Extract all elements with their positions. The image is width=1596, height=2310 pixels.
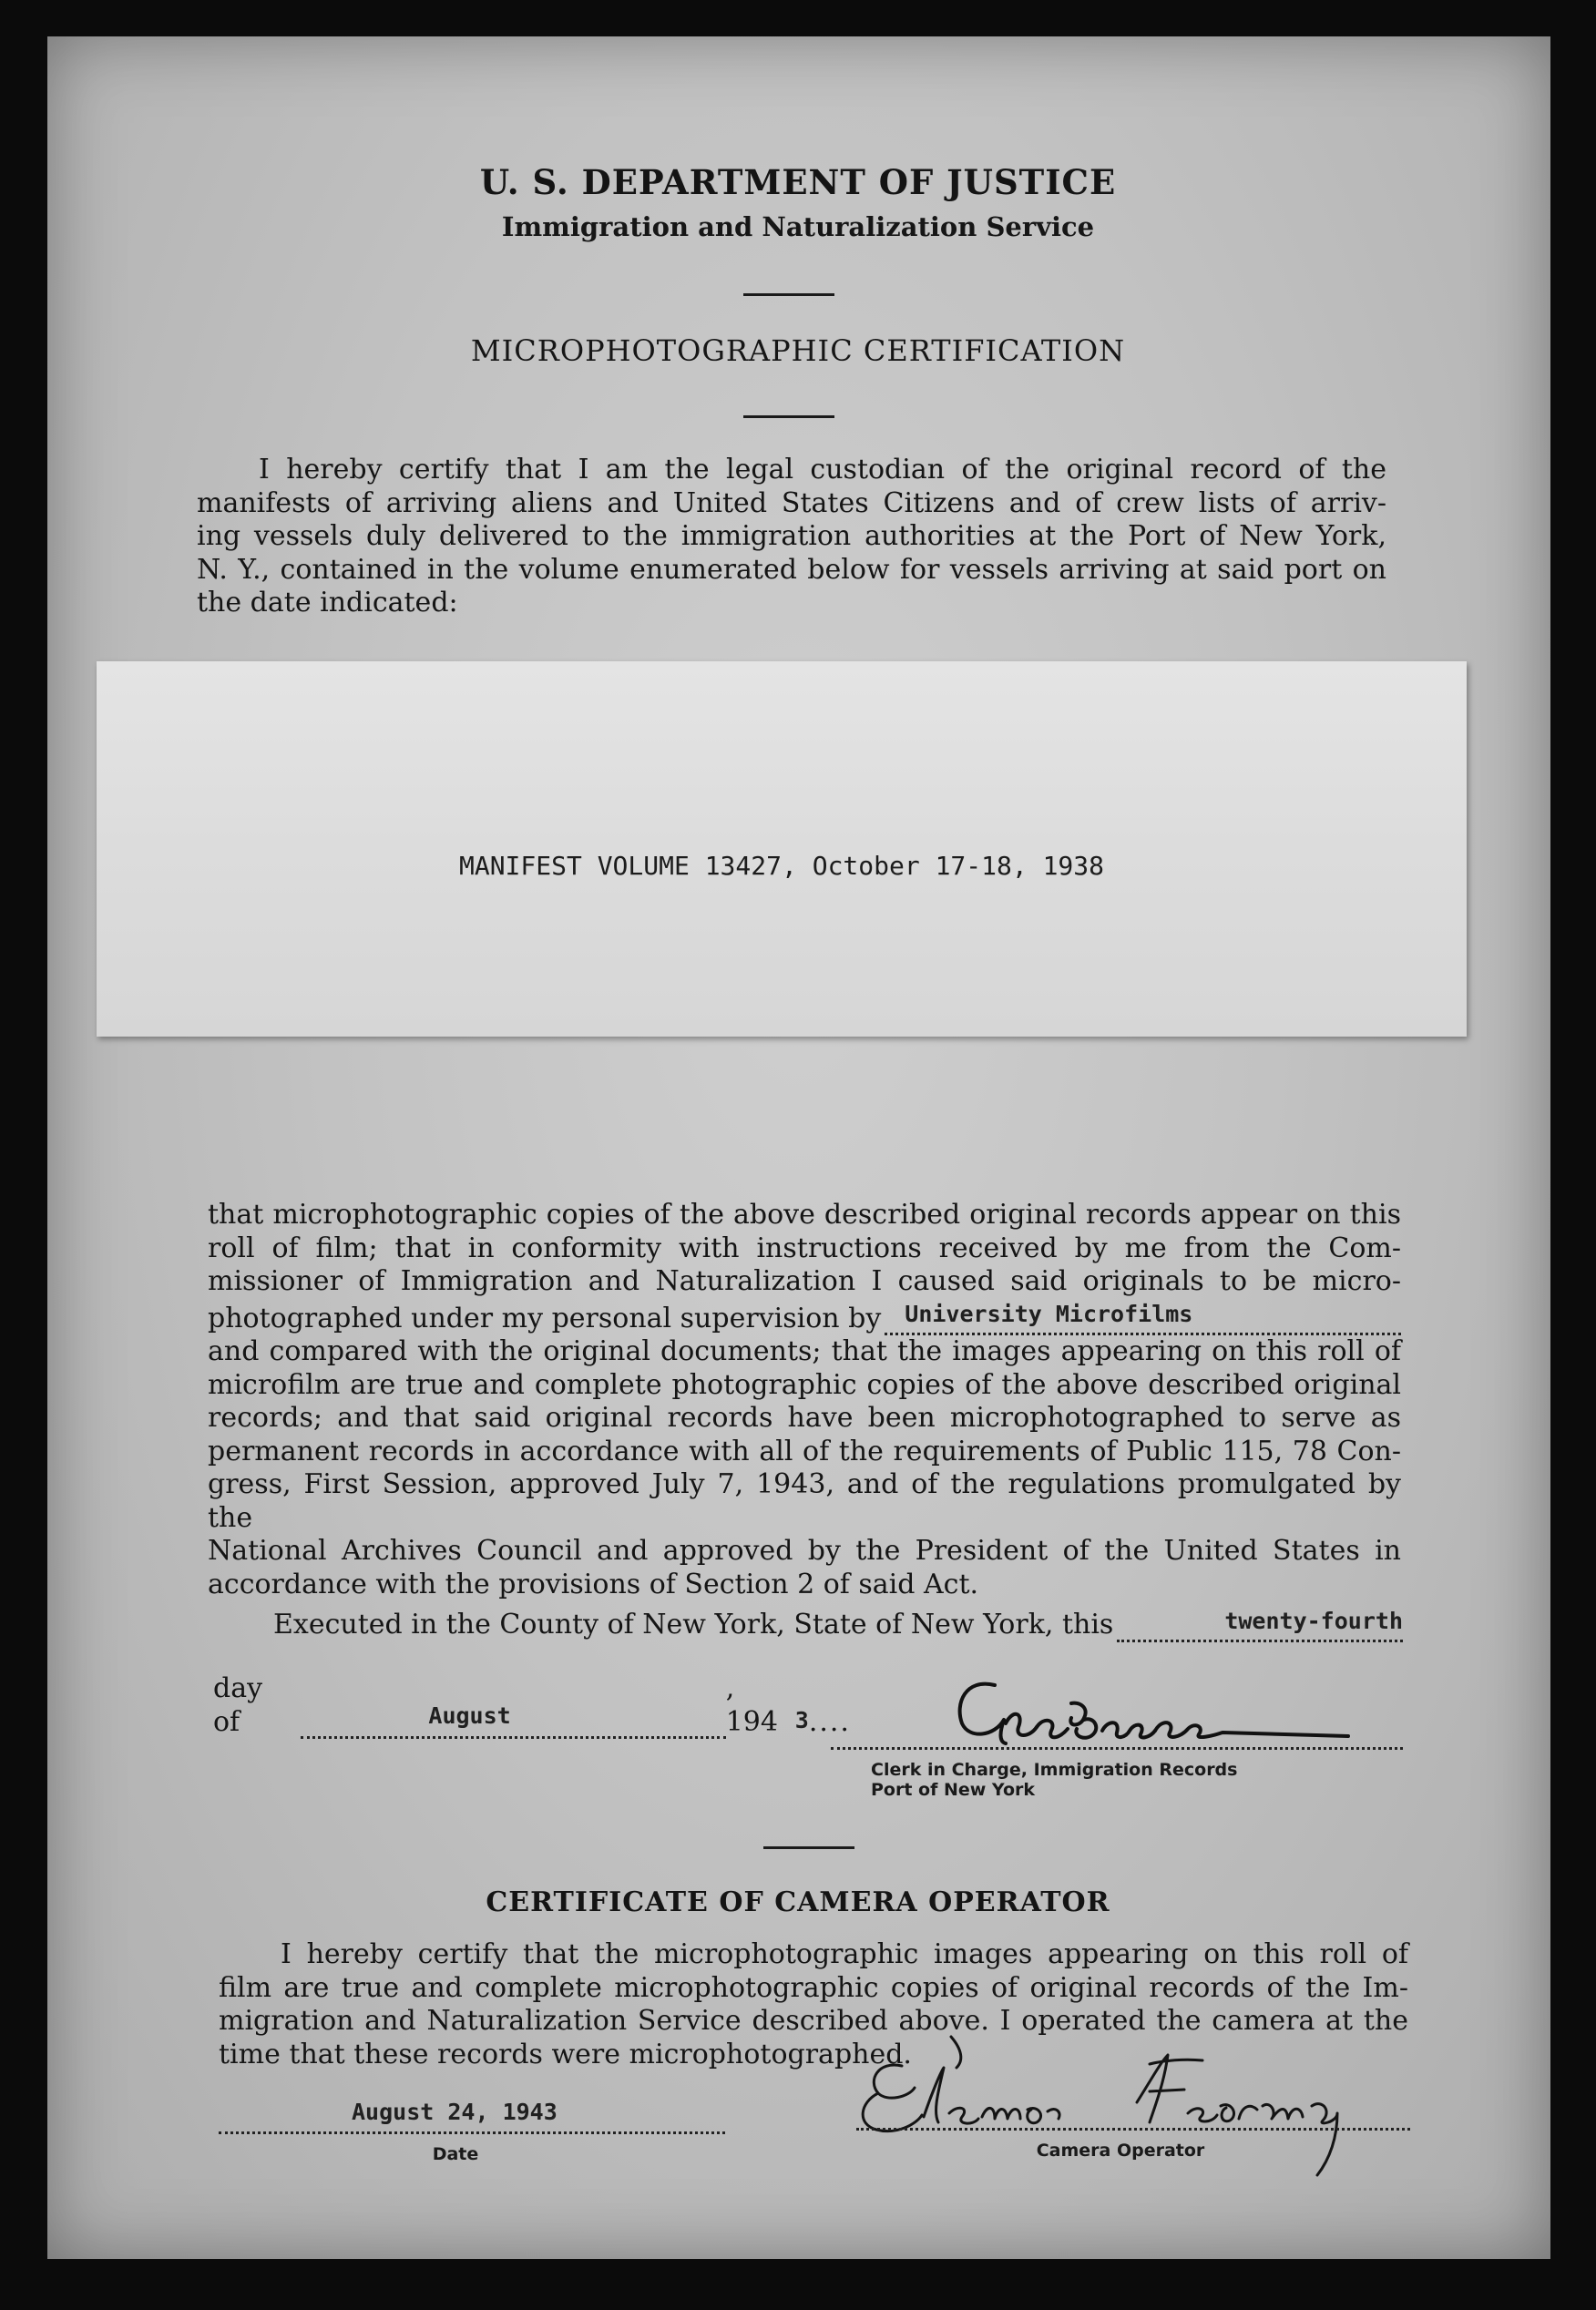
year-prefix: , 194 xyxy=(725,1672,778,1738)
intro-line: manifests of arriving aliens and United States Citizens and of crew lists of arriv- xyxy=(197,486,1386,519)
body-line: that microphotographic copies of the above described original records appear on this xyxy=(208,1199,1401,1231)
certification-title: MICROPHOTOGRAPHIC CERTIFICATION xyxy=(470,333,1126,368)
clerk-title xyxy=(871,1760,1417,1800)
intro-line: ing vessels duly delivered to the immigration authorities at the Port of New York, xyxy=(197,520,1386,552)
body-line: missioner of Immigration and Naturalization I caused said originals to be micro- xyxy=(208,1265,1401,1297)
date-label: Date xyxy=(432,2144,479,2164)
camera-certificate-heading: CERTIFICATE OF CAMERA OPERATOR xyxy=(486,1886,1110,1918)
clerk-title-line: Clerk in Charge, Immigration Records xyxy=(871,1760,1238,1780)
body-line: National Archives Council and approved by the President of the United States in xyxy=(208,1535,1401,1567)
camera-line: film are true and complete microphotographic copies of original records of the Im- xyxy=(219,1971,1408,2004)
body-line: photographed under my personal supervision by xyxy=(208,1302,882,1334)
body-line: microfilm are true and complete photographic copies of the above described original xyxy=(208,1368,1401,1401)
operator-label: Camera Operator xyxy=(1036,2141,1205,2161)
date-line xyxy=(219,2124,725,2134)
body-line: roll of film; that in conformity with instructions received by me from the Com- xyxy=(208,1232,1401,1264)
body-line: records; and that said original records have been microphotographed to serve as xyxy=(208,1402,1401,1434)
execution-prefix: Executed in the County of New York, State of New York, this xyxy=(273,1609,1114,1641)
camera-certificate-body xyxy=(219,1938,1408,2071)
section-divider xyxy=(763,1846,854,1849)
body-line: permanent records in accordance with all of the requirements of Public 115, 78 Con- xyxy=(208,1435,1401,1467)
intro-line: N. Y., contained in the volume enumerated below for vessels arriving at said port on xyxy=(197,553,1386,586)
year-digit: 3 xyxy=(794,1706,809,1733)
clerk-title-line: Port of New York xyxy=(871,1780,1036,1800)
body-line: accordance with the provisions of Section 2 of said Act. xyxy=(208,1568,979,1600)
operator-signature-line xyxy=(856,2121,1410,2131)
execution-date-line: day of August , 194 3 .... xyxy=(213,1672,851,1738)
service-subtitle: Immigration and Naturalization Service xyxy=(501,211,1095,242)
manifest-volume-label: MANIFEST VOLUME 13427, October 17-18, 1938 xyxy=(458,851,1104,881)
operator-company-value: University Microfilms xyxy=(905,1301,1193,1327)
intro-line: the date indicated: xyxy=(197,587,458,618)
camera-line: migration and Naturalization Service described above. I operated the camera at the xyxy=(219,2005,1408,2037)
body-line: gress, First Session, approved July 7, 1943, and of the regulations promulgated by the xyxy=(208,1468,1401,1534)
execution-day-value: twenty-fourth xyxy=(1224,1607,1403,1634)
day-of-label: day of xyxy=(213,1672,263,1738)
camera-line: I hereby certify that the microphotographic images appearing on this roll of xyxy=(281,1938,1408,1970)
camera-line: time that these records were microphotographed. xyxy=(219,2038,912,2070)
execution-month-value: August xyxy=(428,1702,511,1729)
date-value: August 24, 1943 xyxy=(352,2099,558,2125)
department-title: U. S. DEPARTMENT OF JUSTICE xyxy=(479,162,1117,202)
intro-line: I hereby certify that I am the legal custodian of the original record of the xyxy=(259,454,1386,486)
body-line: and compared with the original documents; that the images appearing on this roll of xyxy=(208,1335,1401,1367)
clerk-signature xyxy=(960,1684,1348,1743)
